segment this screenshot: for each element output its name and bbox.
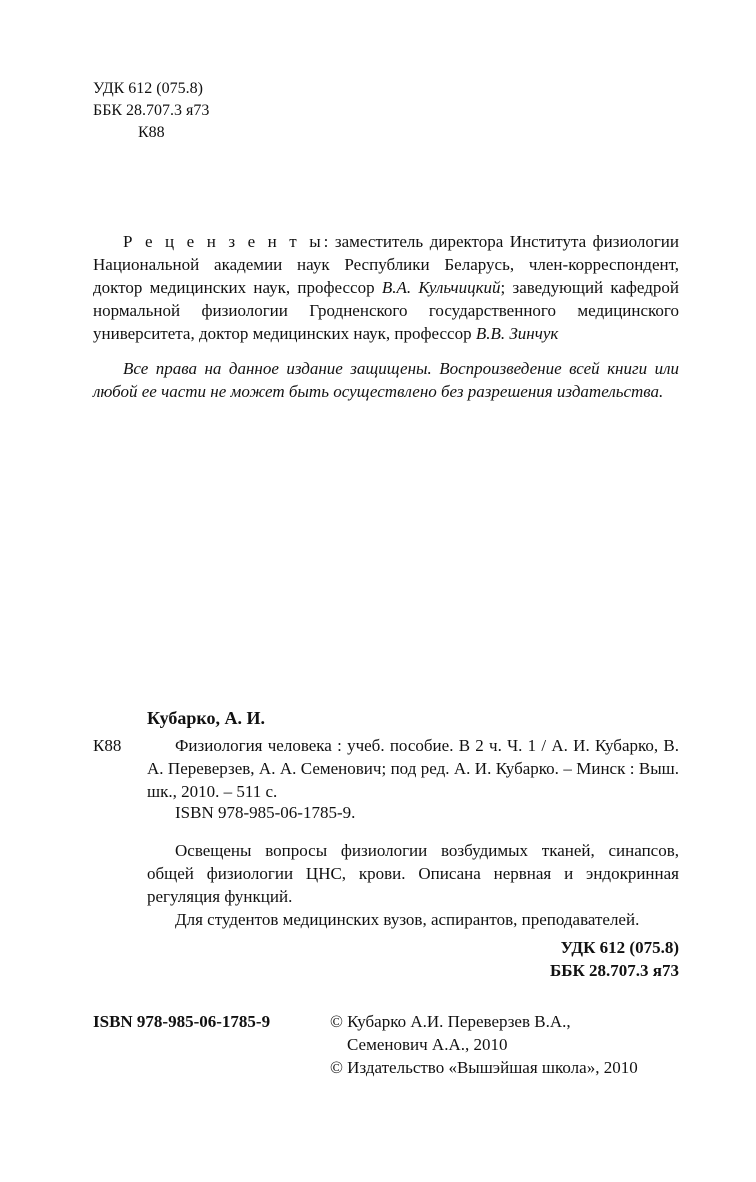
rights-notice xyxy=(93,357,679,403)
catalog-bbk: ББК 28.707.3 я73 xyxy=(549,961,679,980)
reviewers-text-1: : заместитель директора Института физиологии Национальной академии наук Республики Беларусь, член-корреспондент, доктор медицинских наук, профессор xyxy=(93,232,680,297)
reviewers-text-2: ; заведующий кафедрой нормальной физиологии Гродненского государственного медицинского университета, доктор медицинских наук, профессор xyxy=(93,278,679,343)
annotation-text-1: Освещены вопросы физиологии возбудимых тканей, синапсов, общей физиологии ЦНС, крови. Описана нервная и эндокринная регуляция функций. xyxy=(147,841,679,906)
bbk-code: ББК 28.707.3 я73 xyxy=(93,102,210,119)
catalog-codes xyxy=(550,936,679,982)
catalog-description xyxy=(147,734,679,803)
reviewer-name-2: В.В. Зинчук xyxy=(475,324,559,343)
copyright-authors-cont: Семенович А.А., 2010 xyxy=(347,1035,508,1054)
reviewers-paragraph xyxy=(93,230,679,345)
catalog-author: Кубарко, А. И. xyxy=(147,708,266,728)
author-mark: К88 xyxy=(138,124,165,141)
reviewer-name-1: В.А. Кульчицкий xyxy=(381,278,501,297)
rights-notice-text: Все права на данное издание защищены. Воспроизведение всей книги или любой ее части не может быть осуществлено без разрешения издательства. xyxy=(93,359,679,401)
reviewers-label: Р е ц е н з е н т ы xyxy=(123,232,324,251)
footer-isbn: ISBN 978-985-06-1785-9 xyxy=(93,1012,271,1031)
copyright-authors: © Кубарко А.И. Переверзев В.А., xyxy=(330,1012,571,1031)
udk-code: УДК 612 (075.8) xyxy=(93,80,203,97)
catalog-annotation xyxy=(147,839,679,931)
annotation-text-2: Для студентов медицинских вузов, аспирантов, преподавателей. xyxy=(175,910,640,929)
classification-codes xyxy=(93,78,209,144)
catalog-isbn: ISBN 978-985-06-1785-9. xyxy=(175,803,356,822)
copyright-block xyxy=(330,1010,638,1079)
catalog-udk: УДК 612 (075.8) xyxy=(560,938,679,957)
copyright-publisher: © Издательство «Вышэйшая школа», 2010 xyxy=(330,1058,638,1077)
catalog-description-text: Физиология человека : учеб. пособие. В 2 ч. Ч. 1 / А. И. Кубарко, В. А. Переверзев, А. А. Семенович; под ред. А. И. Кубарко. – Минск : Выш. шк., 2010. – 511 с. xyxy=(147,736,679,801)
catalog-code: К88 xyxy=(93,736,122,755)
